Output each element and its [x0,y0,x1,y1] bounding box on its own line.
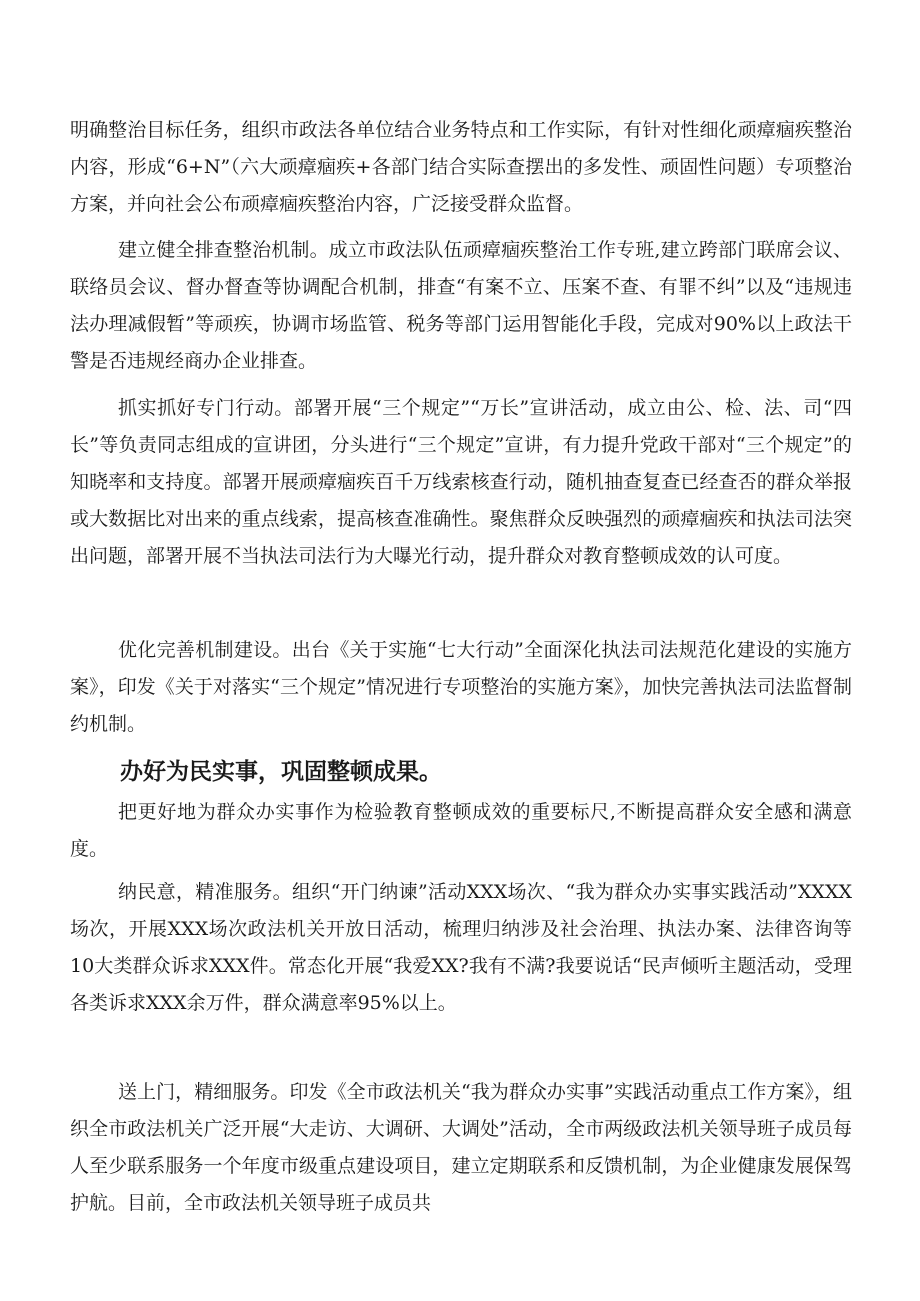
paragraph-mechanism-building: 优化完善机制建设。出台《关于实施“七大行动”全面深化执法司法规范化建设的实施方案》，印发《关于对落实“三个规定”情况进行专项整治的实施方案》，加快完善执法司法监督制约机制。 [70,639,852,735]
paragraph-special-actions: 抓实抓好专门行动。部署开展“三个规定”“万长”宣讲活动，成立由公、检、法、司“四长”等负责同志组成的宣讲团，分头进行“三个规定”宣讲，有力提升党政干部对“三个规定”的知晓率和支持度。部署开展顽瘴痼疾百千万线索核查行动，随机抽查复查已经查否的群众举报或大数据比对出来的重点线索，提高核查准确性。聚焦群众反映强烈的顽瘴痼疾和执法司法突出问题，部署开展不当执法司法行为大曝光行动，提升群众对教育整顿成效的认可度。 [70,397,852,567]
paragraph-service-intro: 把更好地为群众办实事作为检验教育整顿成效的重要标尺,不断提高群众安全感和满意度。 [70,801,852,860]
section-heading: 办好为民实事，巩固整顿成果。 [120,759,442,785]
paragraph-door-service: 送上门，精细服务。印发《全市政法机关“我为群众办实事”实践活动重点工作方案》，组织全市政法机关广泛开展“大走访、大调研、大调处”活动，全市两级政法机关领导班子成员每人至少联系服务一个年度市级重点建设项目，建立定期联系和反馈机制，为企业健康发展保驾护航。目前，全市政法机关领导班子成员共 [70,1081,852,1214]
paragraph-public-opinion: 纳民意，精准服务。组织“开门纳谏”活动XXX场次、“我为群众办实事实践活动”XXXX场次，开展XXX场次政法机关开放日活动，梳理归纳涉及社会治理、执法办案、法律咨询等10大类群众诉求XXX件。常态化开展“我爱XX?我有不满?我要说话“民声倾听主题活动，受理各类诉求XXX余万件，群众满意率95%以上。 [70,881,852,1014]
paragraph-investigation-mechanism: 建立健全排查整治机制。成立市政法队伍顽瘴痼疾整治工作专班,建立跨部门联席会议、联络员会议、督办督查等协调配合机制，排查“有案不立、压案不查、有罪不纠”以及“违规违法办理减假暂”等顽疾，协调市场监管、税务等部门运用智能化手段，完成对90%以上政法干警是否违规经商办企业排查。 [70,239,852,372]
paragraph-rectification-goals: 明确整治目标任务，组织市政法各单位结合业务特点和工作实际，有针对性细化顽瘴痼疾整治内容，形成“6+N”（六大顽瘴痼疾+各部门结合实际查摆出的多发性、顽固性问题）专项整治方案，并向社会公布顽瘴痼疾整治内容，广泛接受群众监督。 [70,119,852,215]
